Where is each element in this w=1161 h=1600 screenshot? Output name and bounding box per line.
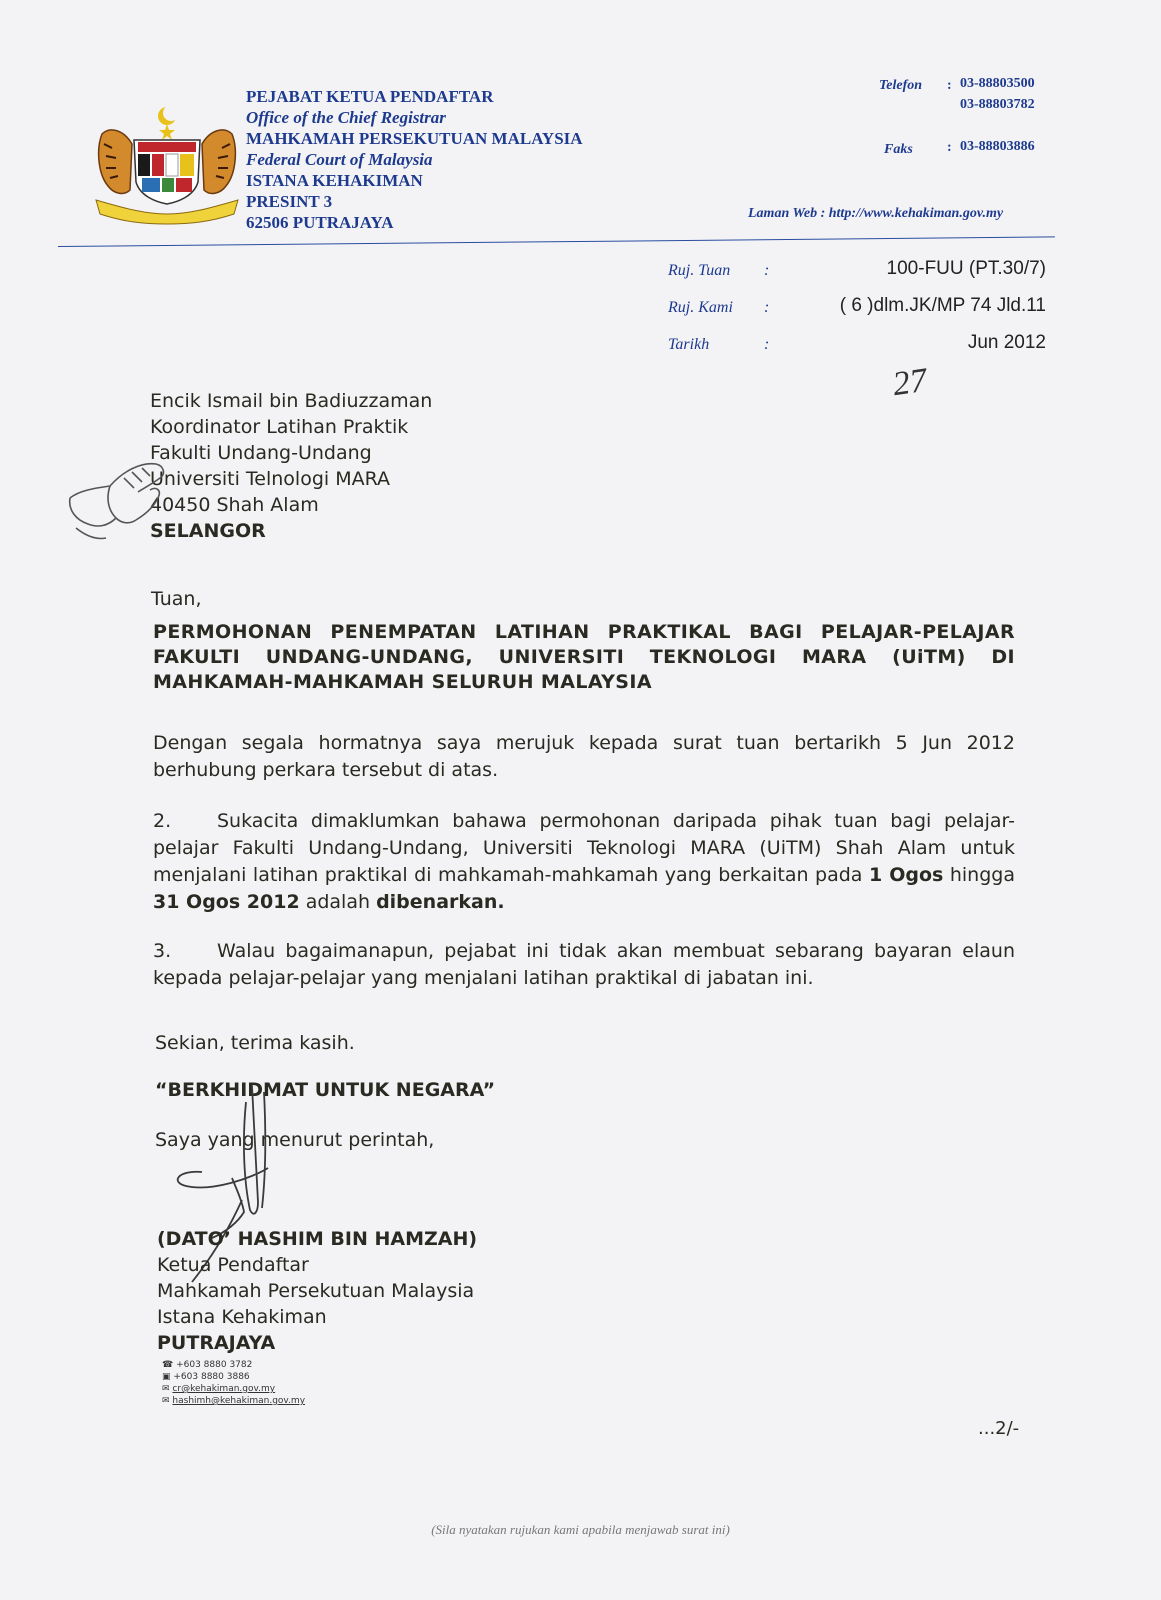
signatory-contacts: [162, 1359, 305, 1407]
reference-block: [668, 258, 1046, 369]
order-line: Saya yang menurut perintah,: [155, 1129, 435, 1151]
reference-row: [668, 258, 1046, 295]
telefon-number-2: 03-88803782: [960, 97, 1035, 112]
paragraph-2-text: Sukacita dimaklumkan bahawa permohonan daripada pihak tuan bagi pelajar-pelajar Fakulti Undang-Undang, Universiti Teknologi MARA (UiTM) Shah Alam untuk menjalani latihan praktikal di mahkamah-mahkamah yang berkaitan pada: [153, 810, 1015, 886]
ref-label: Ruj. Kami: [668, 299, 733, 316]
recipient-state: SELANGOR: [150, 520, 266, 542]
closing: Sekian, terima kasih.: [155, 1032, 355, 1054]
reference-row: [668, 332, 1046, 369]
email-icon: ✉: [162, 1384, 170, 1394]
recipient-city: 40450 Shah Alam: [150, 494, 319, 516]
telefon-colon: :: [947, 78, 952, 93]
page-continuation-marker: ...2/-: [978, 1418, 1020, 1439]
office-name-english: Office of the Chief Registrar: [246, 108, 446, 127]
paragraph-3-text: Walau bagaimanapun, pejabat ini tidak akan membuat sebarang bayaran elaun kepada pelajar-pelajar yang menjalani latihan praktikal di jabatan ini.: [153, 940, 1015, 989]
paragraph-1: Dengan segala hormatnya saya merujuk kepada surat tuan bertarikh 5 Jun 2012 berhubung perkara tersebut di atas.: [153, 732, 1015, 781]
faks-label: Faks: [884, 142, 913, 157]
ref-label: Ruj. Tuan: [668, 262, 731, 279]
telefon-label: Telefon: [879, 78, 923, 93]
handwritten-date: 27: [890, 361, 930, 404]
building-name: ISTANA KEHAKIMAN: [246, 171, 423, 190]
ref-label: Tarikh: [668, 336, 710, 353]
paragraph-3-number: 3.: [153, 940, 172, 962]
start-date: 1 Ogos: [868, 864, 944, 886]
signatory-block: [157, 1226, 477, 1356]
fax-icon: ▣: [162, 1372, 171, 1382]
signatory-position: Ketua Pendaftar: [157, 1254, 309, 1276]
signatory-city: PUTRAJAYA: [157, 1332, 276, 1354]
ref-colon: :: [764, 336, 770, 353]
signatory-name: (DATO’ HASHIM BIN HAMZAH): [157, 1228, 478, 1250]
court-name-english: Federal Court of Malaysia: [246, 150, 433, 169]
recipient-university: Universiti Telnologi MARA: [150, 468, 391, 490]
recipient-name: Encik Ismail bin Badiuzzaman: [150, 390, 433, 412]
precinct: PRESINT 3: [246, 192, 333, 211]
ref-value: Jun 2012: [967, 332, 1046, 353]
signatory-building: Istana Kehakiman: [157, 1306, 327, 1328]
salutation: Tuan,: [151, 588, 202, 610]
recipient-title: Koordinator Latihan Praktik: [150, 416, 409, 438]
letter-subject: PERMOHONAN PENEMPATAN LATIHAN PRAKTIKAL BAGI PELAJAR-PELAJAR FAKULTI UNDANG-UNDANG, UNIVERSITI TEKNOLOGI MARA (UiTM) DI MAHKAMAH-MAHKAMAH SELURUH MALAYSIA: [153, 621, 1015, 693]
telefon-number-1: 03-88803500: [960, 76, 1035, 91]
recipient-faculty: Fakulti Undang-Undang: [150, 442, 372, 464]
recipient-address: [150, 388, 432, 544]
signatory-email-1[interactable]: cr@kehakiman.gov.my: [172, 1384, 276, 1394]
court-name-malay: MAHKAMAH PERSEKUTUAN MALAYSIA: [246, 129, 583, 148]
end-date: 31 Ogos 2012: [153, 891, 300, 913]
email-icon: ✉: [162, 1396, 170, 1406]
paragraph-2-adalah: adalah: [299, 891, 377, 913]
phone-icon: ☎: [162, 1360, 174, 1370]
signatory-court: Mahkamah Persekutuan Malaysia: [157, 1280, 475, 1302]
paragraph-2: [153, 808, 1015, 916]
ref-value: ( 6 )dlm.JK/MP 74 Jld.11: [839, 295, 1046, 316]
motto: “BERKHIDMAT UNTUK NEGARA”: [155, 1079, 496, 1101]
footer-note: (Sila nyatakan rujukan kami apabila menjawab surat ini): [431, 1522, 730, 1537]
paragraph-2-between: hingga: [943, 864, 1015, 886]
ref-colon: :: [764, 299, 770, 316]
office-name-malay: PEJABAT KETUA PENDAFTAR: [246, 87, 494, 106]
header-divider: [58, 236, 1055, 247]
ref-colon: :: [764, 262, 770, 279]
signatory-fax: +603 8880 3886: [173, 1372, 250, 1382]
paragraph-2-number: 2.: [153, 810, 172, 832]
signatory-phone: +603 8880 3782: [176, 1360, 253, 1370]
approval-status: dibenarkan.: [376, 891, 505, 913]
hand-stamp: [66, 458, 170, 544]
faks-number: 03-88803886: [960, 139, 1035, 154]
faks-colon: :: [947, 140, 952, 155]
contact-block: [860, 76, 1060, 226]
letterhead-address: [246, 86, 583, 233]
signatory-email-2[interactable]: hashimh@kehakiman.gov.my: [172, 1396, 306, 1406]
postcode-city: 62506 PUTRAJAYA: [246, 213, 394, 232]
ref-value: 100-FUU (PT.30/7): [886, 258, 1046, 279]
coat-of-arms-emblem: [94, 104, 240, 226]
reference-row: [668, 295, 1046, 332]
paragraph-3: [153, 938, 1015, 992]
website-link[interactable]: Laman Web : http://www.kehakiman.gov.my: [748, 206, 1004, 221]
